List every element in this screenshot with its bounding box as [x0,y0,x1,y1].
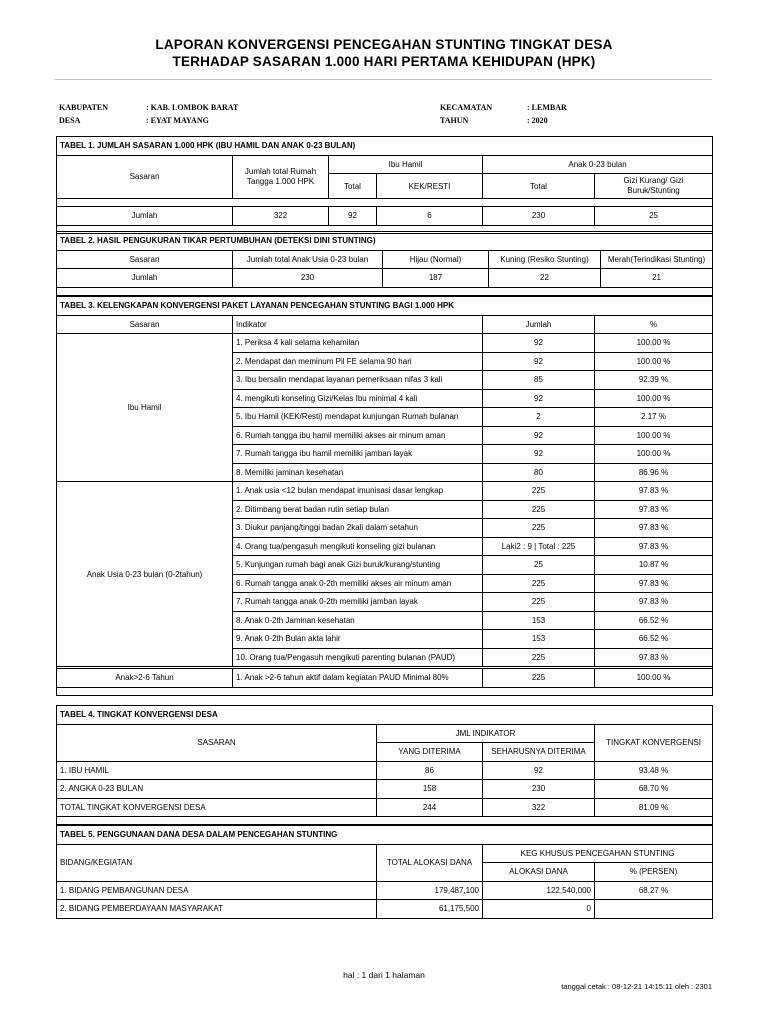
table3-cell: 3. Diukur panjang/tinggi badan 2kali dalam setahun [233,519,483,538]
table3-cell: 80 [483,463,595,482]
table3-cell: 5. Kunjungan rumah bagi anak Gizi buruk/kurang/stunting [233,556,483,575]
table3-cell: 100.00 % [595,426,713,445]
table2-cell: 230 [233,269,383,288]
table3-cell: 85 [483,371,595,390]
table2-header: Kuning (Resiko Stunting) [489,250,601,269]
table4-header-tingkat: TINGKAT KONVERGENSI [595,724,713,761]
table4-cell: 81.09 % [595,798,713,817]
print-info: tanggal cetak : 08-12-21 14:15:11 oleh : 2301 [561,982,712,991]
table1-header-total2: Total [483,174,595,199]
table3-cell: 97.83 % [595,482,713,501]
table3-header: Sasaran [57,315,233,334]
table3-group-label: Anak Usia 0-23 bulan (0-2tahun) [57,482,233,667]
table3-cell: 66.52 % [595,630,713,649]
table5-cell: 68.27 % [595,881,713,900]
table1-cell: Jumlah [57,207,233,226]
table-row [57,881,713,900]
desa-label: DESA [59,116,81,125]
table3-cell: 6. Rumah tangga ibu hamil memiliki akses air minum aman [233,426,483,445]
table4-cell: 158 [377,780,483,799]
table3-cell: 1. Anak usia <12 bulan mendapat imunisasi dasar lengkap [233,482,483,501]
table3-group-label: Ibu Hamil [57,334,233,482]
table3-cell: 1. Anak >2-6 tahun aktif dalam kegiatan PAUD Minimal 80% [233,669,483,688]
table3-cell: 92 [483,352,595,371]
table3-cell: 4. mengikuti konseling Gizi/Kelas Ibu minimal 4 kali [233,389,483,408]
table3-cell: 97.83 % [595,574,713,593]
table3-cell: 225 [483,500,595,519]
table1-header-ibu-hamil: Ibu Hamil [329,155,483,174]
table-row [57,207,713,226]
table5-cell: 1. BIDANG PEMBANGUNAN DESA [57,881,377,900]
table2-title: TABEL 2. HASIL PENGUKURAN TIKAR PERTUMBUHAN (DETEKSI DINI STUNTING) [57,232,713,251]
table3-cell: 100.00 % [595,389,713,408]
table4-header-seharusnya: SEHARUSNYA DITERIMA [483,743,595,762]
table3-cell: 100.00 % [595,669,713,688]
table3-cell: 100.00 % [595,445,713,464]
table3-cell: 10. Orang tua/Pengasuh mengikuti parenting bulanan (PAUD) [233,648,483,667]
table-row [57,269,713,288]
table3-cell: 4. Orang tua/pengasuh mengikuti konseling gizi bulanan [233,537,483,556]
table3-cell: 1. Periksa 4 kali selama kehamilan [233,334,483,353]
table5-cell: 2. BIDANG PEMBERDAYAAN MASYARAKAT [57,900,377,919]
table3-cell: 66.52 % [595,611,713,630]
table3-title: TABEL 3. KELENGKAPAN KONVERGENSI PAKET LAYANAN PENCEGAHAN STUNTING BAGI 1.000 HPK [57,297,713,316]
table-row [57,482,713,501]
table3-cell: 6. Rumah tangga anak 0-2th memiliki akses air minum aman [233,574,483,593]
table2-header: Jumlah total Anak Usia 0-23 bulan [233,250,383,269]
table3-cell: 7. Rumah tangga anak 0-2th memiliki jamban layak [233,593,483,612]
table4-cell: 322 [483,798,595,817]
table1-header-anak: Anak 0-23 bulan [483,155,713,174]
table5-cell: 122,540,000 [483,881,595,900]
table3-cell: 153 [483,630,595,649]
table3-cell: 225 [483,669,595,688]
table3-cell: 92.39 % [595,371,713,390]
table3-cell: 100.00 % [595,352,713,371]
page-number: hal : 1 dari 1 halaman [343,970,425,980]
title-divider [55,79,712,80]
table3-cell: 86.96 % [595,463,713,482]
table2-header: Hijau (Normal) [383,250,489,269]
table-row [57,780,713,799]
table2-header: Merah(Terindikasi Stunting) [601,250,713,269]
table5-header-alokasi: ALOKASI DANA [483,863,595,882]
table1-header-sasaran: Sasaran [57,155,233,199]
table-row [57,900,713,919]
desa-value: : EYAT MAYANG [146,116,209,125]
table3-cell: 7. Rumah tangga ibu hamil memiliki jamban layak [233,445,483,464]
table3-cell: 2.17 % [595,408,713,427]
table1-spacer [57,199,713,207]
report-title-line2: TERHADAP SASARAN 1.000 HARI PERTAMA KEHIDUPAN (HPK) [172,54,596,69]
table3-cell: 97.83 % [595,519,713,538]
table2-spacer [57,287,713,295]
table4-header-sasaran: SASARAN [57,724,377,761]
table4-header-jml: JML INDIKATOR [377,724,595,743]
table3-cell: 97.83 % [595,500,713,519]
table3-cell: 8. Memiliki jaminan kesehatan [233,463,483,482]
table3-header: Jumlah [483,315,595,334]
table3-cell: 92 [483,334,595,353]
table4-cell: 92 [483,761,595,780]
table3-cell: 225 [483,574,595,593]
table3-cell: 10.87 % [595,556,713,575]
table1-header-total: Total [329,174,377,199]
table4-cell: 230 [483,780,595,799]
table3-cell: 9. Anak 0-2th Bulan akta lahir [233,630,483,649]
table5 [56,825,713,919]
table2-cell: Jumlah [57,269,233,288]
table3-cell: 92 [483,426,595,445]
table2 [56,231,713,296]
table4-cell: 93.48 % [595,761,713,780]
kabupaten-label: KABUPATEN [59,103,109,112]
table-row [57,669,713,688]
table2-cell: 21 [601,269,713,288]
table3-header: % [595,315,713,334]
table5-header-total: TOTAL ALOKASI DANA [377,844,483,881]
table3-cell: 2 [483,408,595,427]
table4-cell: TOTAL TINGKAT KONVERGENSI DESA [57,798,377,817]
table3-cell: 225 [483,593,595,612]
table3-cell: 92 [483,389,595,408]
tahun-value: : 2020 [527,116,548,125]
table3-cell: 5. Ibu Hamil (KEK/Resti) mendapat kunjungan Rumah bulanan [233,408,483,427]
table1-cell: 322 [233,207,329,226]
table4-cell: 244 [377,798,483,817]
table3-cell: 100.00 % [595,334,713,353]
table1-header-jumlah-rt: Jumlah total Rumah Tangga 1.000 HPK [233,155,329,199]
table1-header-kek: KEK/RESTI [377,174,483,199]
table5-cell: 61,175,500 [377,900,483,919]
table2-header: Sasaran [57,250,233,269]
table4-header-diterima: YANG DITERIMA [377,743,483,762]
table1-cell: 6 [377,207,483,226]
table1-header-gizi: Gizi Kurang/ Gizi Buruk/Stunting [595,174,713,199]
table3-cell: 225 [483,482,595,501]
table1-cell: 25 [595,207,713,226]
table3-cell: 97.83 % [595,537,713,556]
table4-spacer [57,817,713,825]
table3-cell: 92 [483,445,595,464]
table1-title: TABEL 1. JUMLAH SASARAN 1.000 HPK (IBU HAMIL DAN ANAK 0-23 BULAN) [57,137,713,156]
table3-cell: 97.83 % [595,648,713,667]
table5-cell [595,900,713,919]
table1-cell: 92 [329,207,377,226]
table5-cell: 179,487,100 [377,881,483,900]
table3-cell: Laki2 : 9 | Total : 225 [483,537,595,556]
table4-cell: 1. IBU HAMIL [57,761,377,780]
table3-cell: 225 [483,519,595,538]
table3-cell: 2. Mendapat dan meminum Pil FE selama 90 hari [233,352,483,371]
table3-header: Indikator [233,315,483,334]
table3-cell: 2. Ditimbang berat badan rutin setiap bulan [233,500,483,519]
table2-cell: 22 [489,269,601,288]
table4-title: TABEL 4. TINGKAT KONVERGENSI DESA [57,706,713,725]
table1-cell: 230 [483,207,595,226]
table2-cell: 187 [383,269,489,288]
table4-cell: 86 [377,761,483,780]
kabupaten-value: : KAB. LOMBOK BARAT [146,103,239,112]
table5-header-keg: KEG KHUSUS PENCEGAHAN STUNTING [483,844,713,863]
table5-cell: 0 [483,900,595,919]
report-title-line1: LAPORAN KONVERGENSI PENCEGAHAN STUNTING TINGKAT DESA [155,37,613,52]
table1 [56,136,713,234]
table3-cell: 225 [483,648,595,667]
table3-cell: 8. Anak 0-2th Jaminan kesehatan [233,611,483,630]
table3-spacer [57,687,713,695]
table5-title: TABEL 5. PENGGUNAAN DANA DESA DALAM PENCEGAHAN STUNTING [57,826,713,845]
table-row [57,334,713,353]
table4-cell: 2. ANGKA 0-23 BULAN [57,780,377,799]
table-row [57,798,713,817]
table3-group-label: Anak>2-6 Tahun [57,669,233,688]
table3-cell: 97.83 % [595,593,713,612]
table4 [56,705,713,825]
table-row [57,761,713,780]
kecamatan-value: : LEMBAR [527,103,567,112]
table5-header-persen: % (PERSEN) [595,863,713,882]
table4-cell: 68.70 % [595,780,713,799]
kecamatan-label: KECAMATAN [440,103,493,112]
table5-header-bidang: BIDANG/KEGIATAN [57,844,377,881]
table3-cell: 3. Ibu bersalin mendapat layanan pemeriksaan nifas 3 kali [233,371,483,390]
table3-cell: 25 [483,556,595,575]
table3-cell: 153 [483,611,595,630]
table3 [56,296,713,696]
tahun-label: TAHUN [440,116,469,125]
